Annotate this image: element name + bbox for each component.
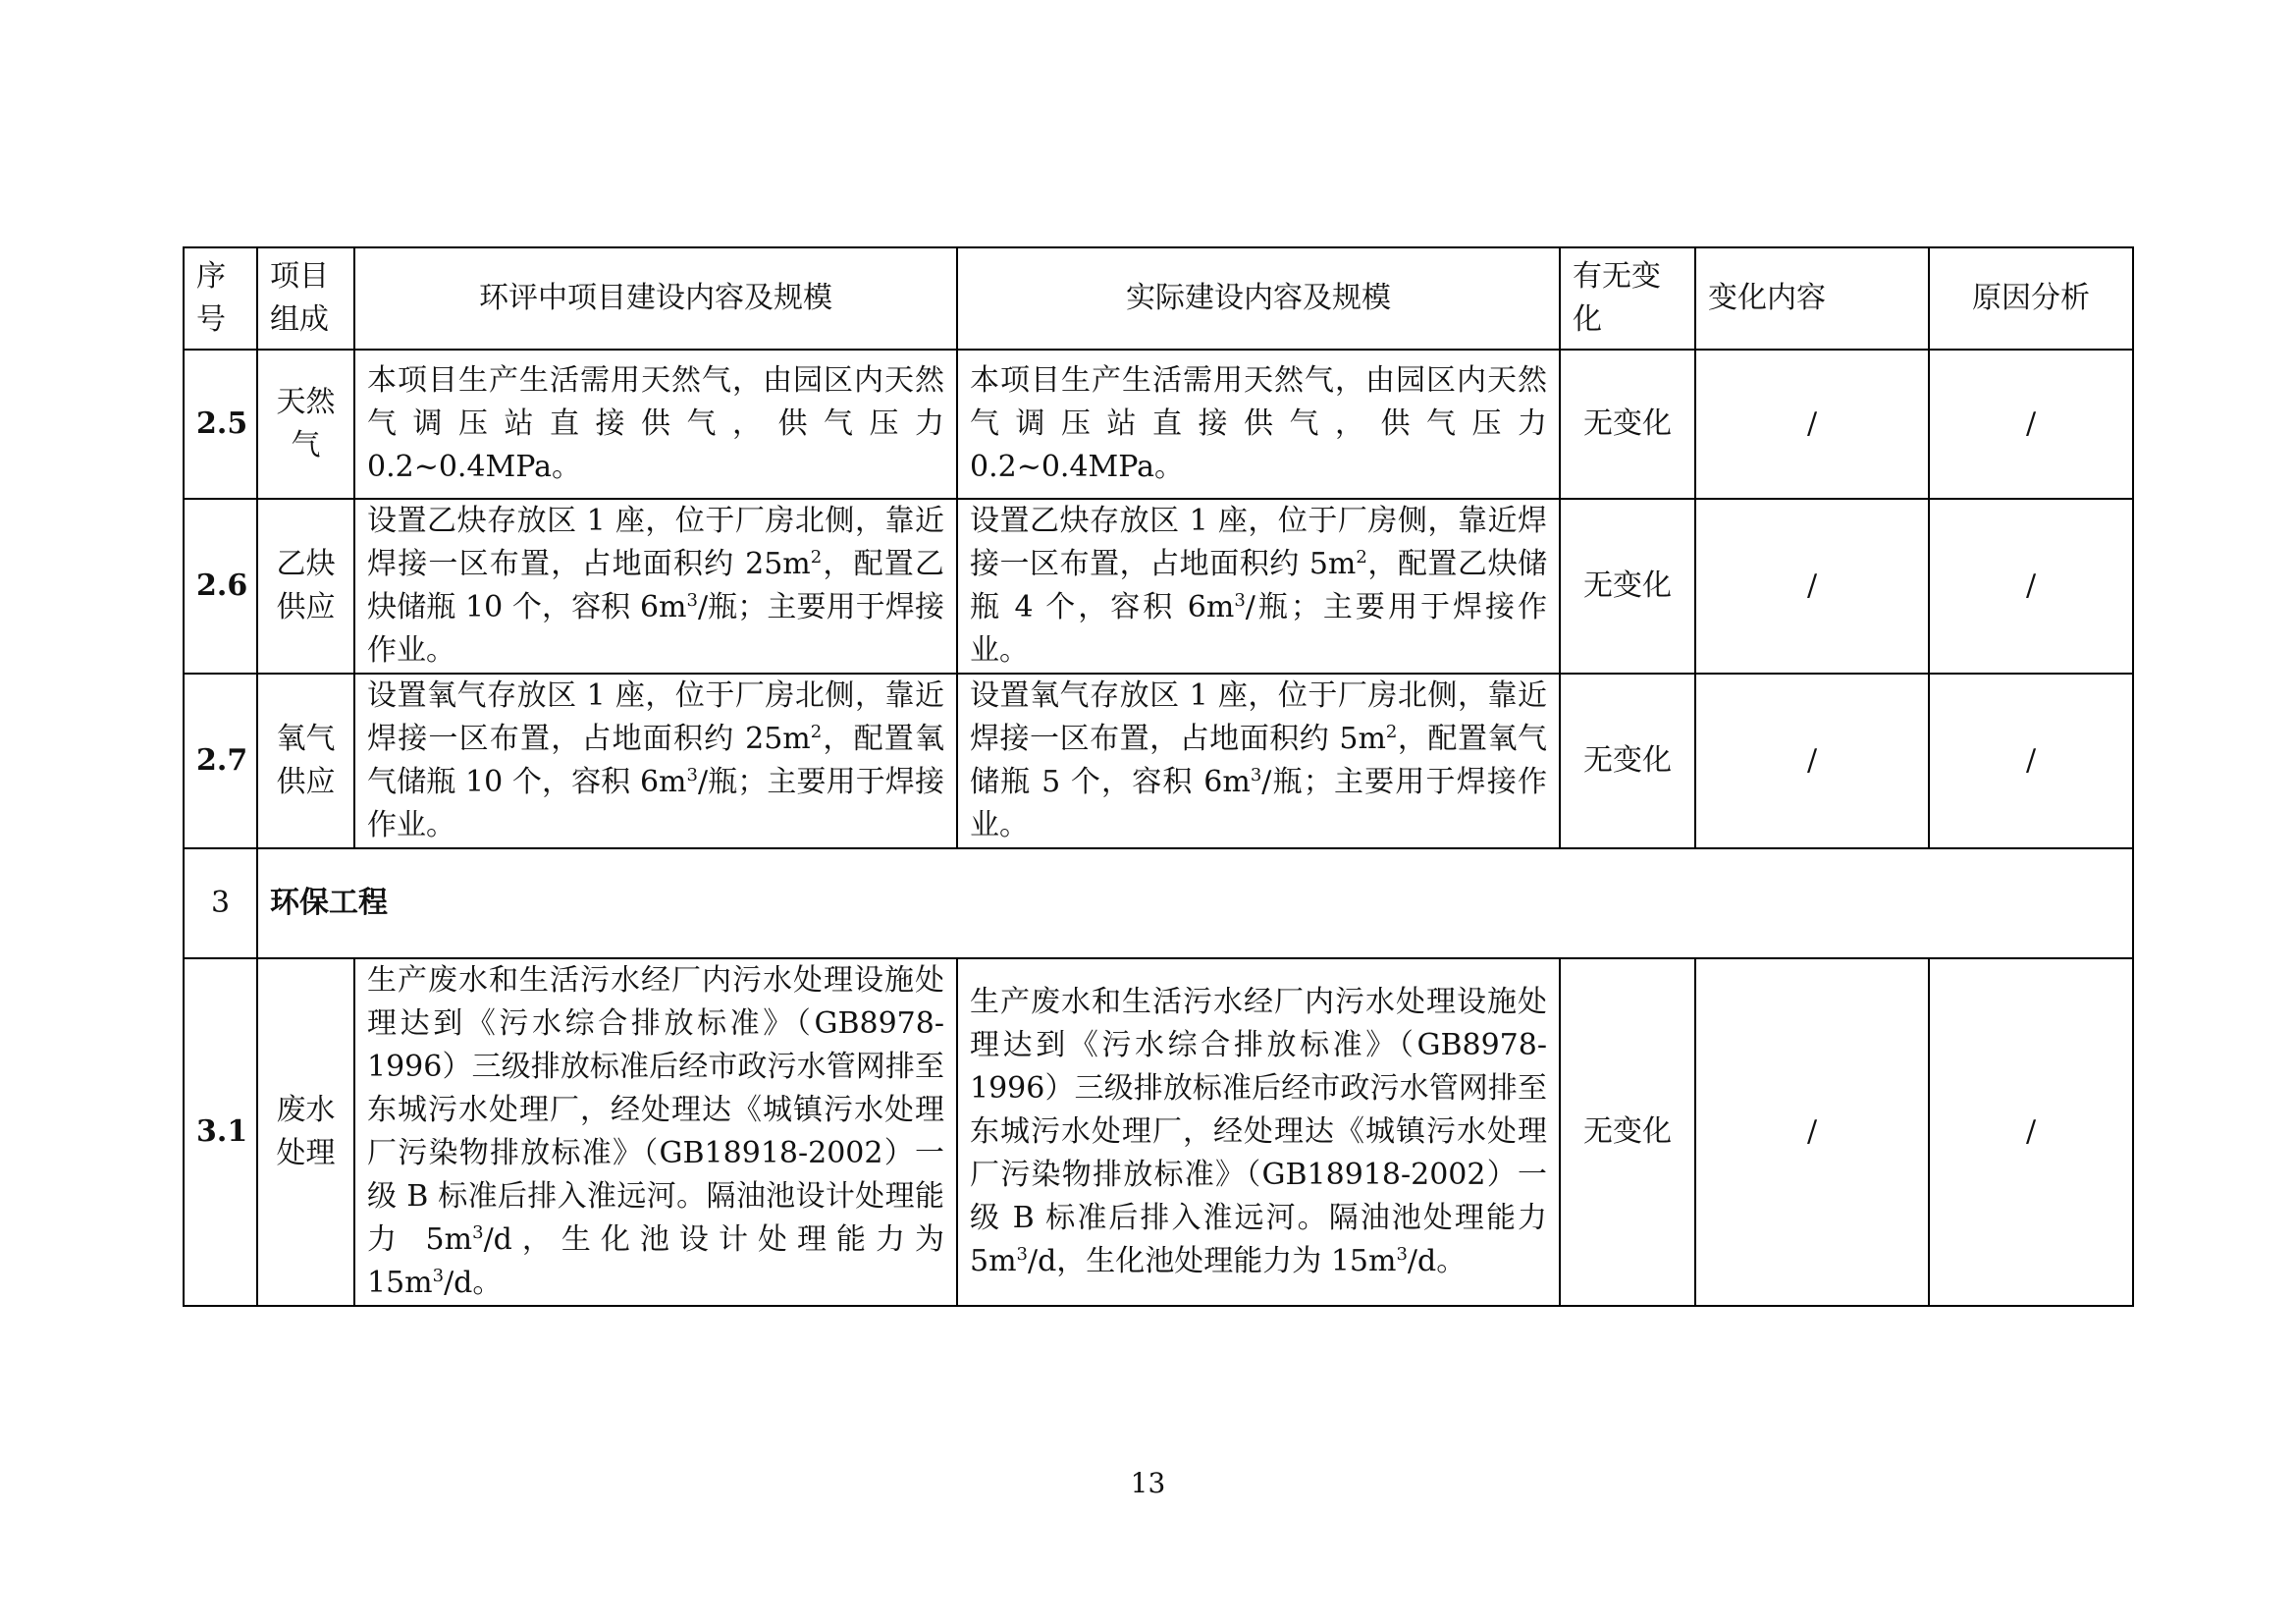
row-change-content: / (1695, 958, 1929, 1306)
header-seq: 序号 (184, 247, 257, 350)
section-title: 环保工程 (257, 848, 2133, 958)
row-component: 氧气供应 (257, 674, 354, 848)
row-changed: 无变化 (1560, 499, 1695, 674)
comparison-table (183, 246, 2134, 1307)
row-reason: / (1929, 674, 2133, 848)
header-component: 项目组成 (257, 247, 354, 350)
header-changed: 有无变化 (1560, 247, 1695, 350)
row-actual-content: 设置乙炔存放区 1 座，位于厂房侧，靠近焊接一区布置，占地面积约 $5m^2$，配置乙炔储瓶 4 个，容积 $6m^3/$瓶；主要用于焊接作业。 (957, 499, 1560, 674)
row-actual-content: 本项目生产生活需用天然气，由园区内天然气调压站直接供气，供气压力0.2~0.4MPa。 (957, 350, 1560, 499)
row-change-content: / (1695, 350, 1929, 499)
row-change-content: / (1695, 674, 1929, 848)
section-row (184, 848, 2133, 958)
table-row (184, 350, 2133, 499)
row-eia-content: 生产废水和生活污水经厂内污水处理设施处理达到《污水综合排放标准》（GB8978-1996）三级排放标准后经市政污水管网排至东城污水处理厂，经处理达《城镇污水处理厂污染物排放标准》（GB18918-2002）一级 B 标准后排入淮远河。隔油池设计处理能力 $5m^3/d$，生化池设计处理能力为 $15m^3/d$。 (354, 958, 957, 1306)
row-seq: 2.7 (184, 674, 257, 848)
header-change-content: 变化内容 (1695, 247, 1929, 350)
row-actual-content: 设置氧气存放区 1 座，位于厂房北侧，靠近焊接一区布置，占地面积约 $5m^2$，配置氧气储瓶 5 个，容积 $6m^3/$瓶；主要用于焊接作业。 (957, 674, 1560, 848)
row-component: 天然气 (257, 350, 354, 499)
header-eia-content: 环评中项目建设内容及规模 (354, 247, 957, 350)
row-changed: 无变化 (1560, 350, 1695, 499)
page-number: 13 (1130, 1467, 1166, 1499)
header-actual-content: 实际建设内容及规模 (957, 247, 1560, 350)
section-seq: 3 (184, 848, 257, 958)
table-row (184, 499, 2133, 674)
row-seq: 2.5 (184, 350, 257, 499)
header-reason: 原因分析 (1929, 247, 2133, 350)
row-component: 废水处理 (257, 958, 354, 1306)
row-changed: 无变化 (1560, 958, 1695, 1306)
row-reason: / (1929, 350, 2133, 499)
row-seq: 2.6 (184, 499, 257, 674)
row-component: 乙炔供应 (257, 499, 354, 674)
table-row (184, 674, 2133, 848)
row-eia-content: 设置氧气存放区 1 座，位于厂房北侧，靠近焊接一区布置，占地面积约 $25m^2$，配置氧气储瓶 10 个，容积 $6m^3/$瓶；主要用于焊接作业。 (354, 674, 957, 848)
row-seq: 3.1 (184, 958, 257, 1306)
table-row (184, 958, 2133, 1306)
row-actual-content: 生产废水和生活污水经厂内污水处理设施处理达到《污水综合排放标准》（GB8978-1996）三级排放标准后经市政污水管网排至东城污水处理厂，经处理达《城镇污水处理厂污染物排放标准》（GB18918-2002）一级 B 标准后排入淮远河。隔油池处理能力 $5m^3/d$，生化池处理能力为 $15m^3/d$。 (957, 958, 1560, 1306)
row-reason: / (1929, 499, 2133, 674)
row-eia-content: 设置乙炔存放区 1 座，位于厂房北侧，靠近焊接一区布置，占地面积约 $25m^2$，配置乙炔储瓶 10 个，容积 $6m^3/$瓶；主要用于焊接作业。 (354, 499, 957, 674)
table-header-row (184, 247, 2133, 350)
row-change-content: / (1695, 499, 1929, 674)
row-changed: 无变化 (1560, 674, 1695, 848)
row-eia-content: 本项目生产生活需用天然气，由园区内天然气调压站直接供气，供气压力0.2~0.4MPa。 (354, 350, 957, 499)
row-reason: / (1929, 958, 2133, 1306)
